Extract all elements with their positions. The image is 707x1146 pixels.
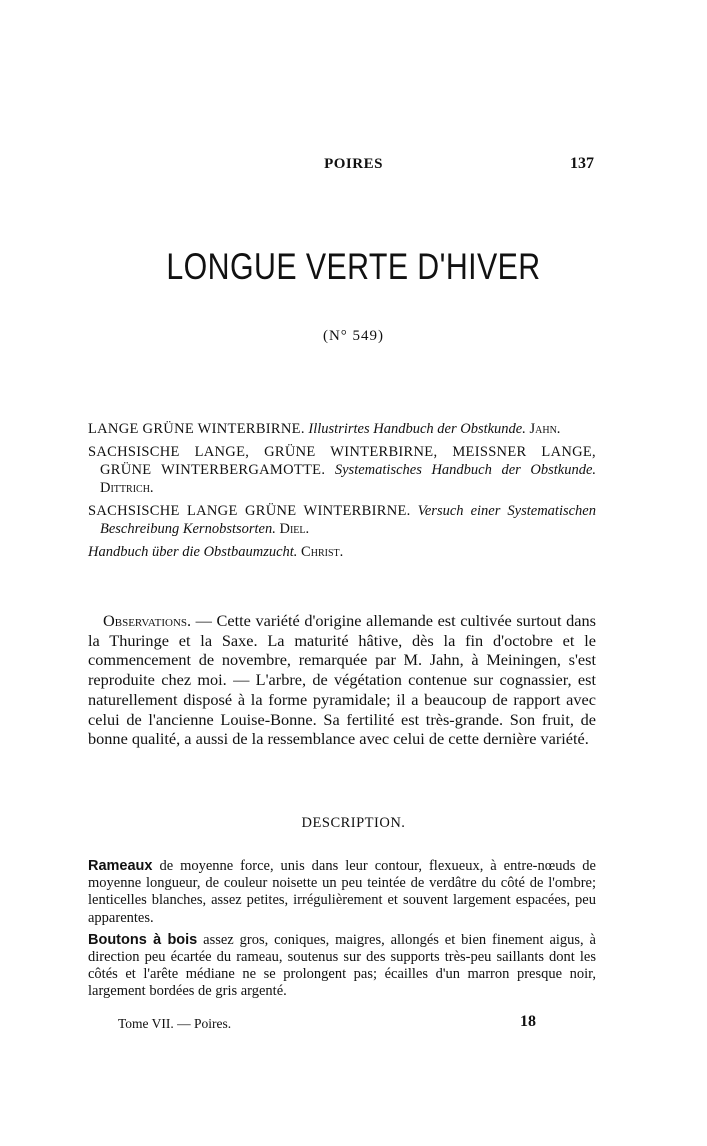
running-title: POIRES (324, 156, 383, 172)
synonym-list (88, 420, 596, 566)
synonym-author: Diel. (279, 521, 310, 537)
synonym-name: SACHSISCHE LANGE, GRÜNE WINTERBIRNE, MEISSNER LANGE, GRÜNE WINTERBERGAMOTTE. (88, 444, 596, 478)
footer-volume: Tome VII. — Poires. (118, 1016, 232, 1031)
observations-paragraph (88, 611, 596, 749)
synonym-reference: Illustrirtes Handbuch der Obstkunde. (308, 421, 526, 437)
page-number: 137 (570, 155, 594, 172)
synonym-item (88, 502, 596, 538)
synonym-name: LANGE GRÜNE WINTERBIRNE. (88, 421, 305, 437)
synonym-name: SACHSISCHE LANGE GRÜNE WINTERBIRNE. (88, 503, 411, 519)
observations-lead: Observations. (103, 611, 192, 630)
description-text: assez gros, coniques, maigres, allongés et bien finement aigus, à direction peu écartée du rameau, soutenus sur des supports très-peu saillants dont les côtés et l'arête médiane ne se prolongent pas; écailles d'un marron presque noir, largement bordées de gris argenté. (88, 931, 596, 1000)
description-text: de moyenne force, unis dans leur contour, flexueux, à entre-nœuds de moyenne longueur, de couleur noisette un peu teintée de verdâtre du côté de l'ombre; lenticelles blanches, assez petites, irrégulièrement et souvent largement espacées, peu apparentes. (88, 858, 596, 926)
synonym-author: Jahn. (529, 421, 561, 437)
synonym-author: Dittrich. (100, 480, 154, 496)
description-term: Boutons à bois (88, 931, 198, 948)
catalog-number: (N° 549) (322, 328, 385, 344)
observations-text: — Cette variété d'origine allemande est cultivée surtout dans la Thuringe et la Saxe. La maturité hâtive, dès la fin d'octobre et le commencement de novembre, remarquée par M. Jahn, à Meiningen, s'est reproduite chez moi. — L'arbre, de végétation contenue sur cognassier, est naturellement disposé à la forme pyramidale; il a beaucoup de rapport avec celui de l'ancienne Louise-Bonne. Sa fertilité est très-grande. Son fruit, de bonne qualité, a aussi de la ressemblance avec celui de cette dernière variété. (88, 611, 596, 749)
synonym-reference: Versuch einer Systematischen Beschreibung Kernobstsorten. (100, 503, 596, 537)
description-body (88, 858, 596, 1006)
synonym-item (88, 543, 596, 561)
page-title: LONGUE VERTE D'HIVER (166, 246, 541, 287)
synonym-reference: Handbuch über die Obstbaumzucht. (88, 544, 298, 560)
synonym-author: Christ. (301, 544, 344, 560)
description-paragraph (88, 858, 596, 927)
description-paragraph (88, 932, 596, 1001)
description-term: Rameaux (88, 858, 153, 874)
synonym-reference: Systematisches Handbuch der Obstkunde. (334, 462, 597, 478)
synonym-item (88, 420, 596, 438)
footer-signature: 18 (520, 1013, 536, 1030)
description-heading: DESCRIPTION. (301, 815, 406, 831)
synonym-item (88, 443, 596, 497)
